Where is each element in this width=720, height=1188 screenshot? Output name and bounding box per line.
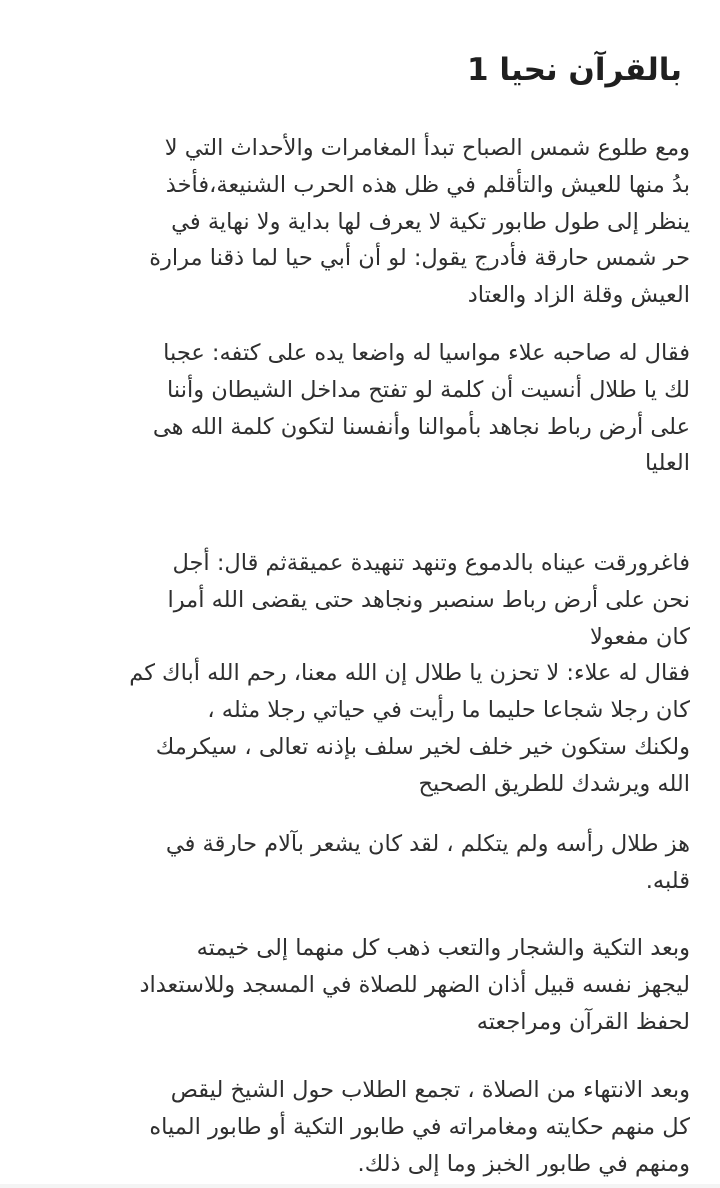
text-line: حر شمس حارقة فأدرج يقول: لو أن أبي حيا لما ذقنا مرارة bbox=[149, 245, 690, 272]
text-line: كان رجلا شجاعا حليما ما رأيت في حياتي رجلا مثله ، bbox=[207, 697, 690, 724]
text-line: فقال له علاء: لا تحزن يا طلال إن الله معنا، رحم الله أباك كم bbox=[129, 660, 690, 687]
paragraph-talal-silent bbox=[30, 826, 690, 900]
paragraph-alaa-response bbox=[30, 335, 690, 482]
text-line: فقال له صاحبه علاء مواسيا له واضعا يده على كتفه: عجبا bbox=[163, 340, 690, 366]
paragraph-after-prayer bbox=[30, 1072, 690, 1182]
paragraph-opening bbox=[30, 130, 690, 314]
text-line: قلبه. bbox=[645, 867, 690, 894]
text-line: ينظر إلى طول طابور تكية لا يعرف لها بداية ولا نهاية في bbox=[171, 208, 690, 235]
text-line: بدُ منها للعيش والتأقلم في ظل هذه الحرب الشنيعة،فأخذ bbox=[165, 171, 690, 198]
text-line: العيش وقلة الزاد والعتاد bbox=[467, 282, 690, 309]
text-line: الله ويرشدك للطريق الصحيح bbox=[418, 770, 690, 797]
text-line: كل منهم حكايته ومغامراته في طابور التكية أو طابور المياه bbox=[149, 1113, 690, 1140]
text-line: هز طلال رأسه ولم يتكلم ، لقد كان يشعر بآلام حارقة في bbox=[165, 831, 690, 857]
text-line: لك يا طلال أنسيت أن كلمة لو تفتح مداخل الشيطان وأننا bbox=[167, 376, 690, 403]
text-line: نحن على أرض رباط سنصبر ونجاهد حتى يقضى الله أمرا bbox=[167, 586, 690, 613]
text-line: على أرض رباط نجاهد بأموالنا وأنفسنا لتكون كلمة الله هى bbox=[152, 413, 690, 440]
text-line: ولكنك ستكون خير خلف لخير سلف بإذنه تعالى ، سيكرمك bbox=[155, 733, 690, 760]
text-line: كان مفعولا bbox=[590, 623, 690, 650]
text-line: العليا bbox=[644, 450, 690, 477]
text-line: ليجهز نفسه قبيل أذان الضهر للصلاة في المسجد وللاستعداد bbox=[139, 971, 690, 998]
text-line: فاغرورقت عيناه بالدموع وتنهد تنهيدة عميقةثم قال: أجل bbox=[172, 550, 690, 576]
article-title: بالقرآن نحيا 1 bbox=[466, 52, 682, 88]
text-line: ومع طلوع شمس الصباح تبدأ المغامرات والأحداث التي لا bbox=[164, 135, 690, 161]
text-line: وبعد الانتهاء من الصلاة ، تجمع الطلاب حول الشيخ ليقص bbox=[170, 1077, 690, 1103]
text-line: وبعد التكية والشجار والتعب ذهب كل منهما إلى خيمته bbox=[196, 935, 690, 961]
bottom-divider bbox=[0, 1184, 720, 1188]
text-line: ومنهم في طابور الخبز وما إلى ذلك. bbox=[357, 1150, 690, 1177]
paragraph-after-takiya bbox=[30, 930, 690, 1040]
paragraph-talal-tears bbox=[30, 545, 690, 803]
text-line: لحفظ القرآن ومراجعته bbox=[476, 1008, 690, 1035]
